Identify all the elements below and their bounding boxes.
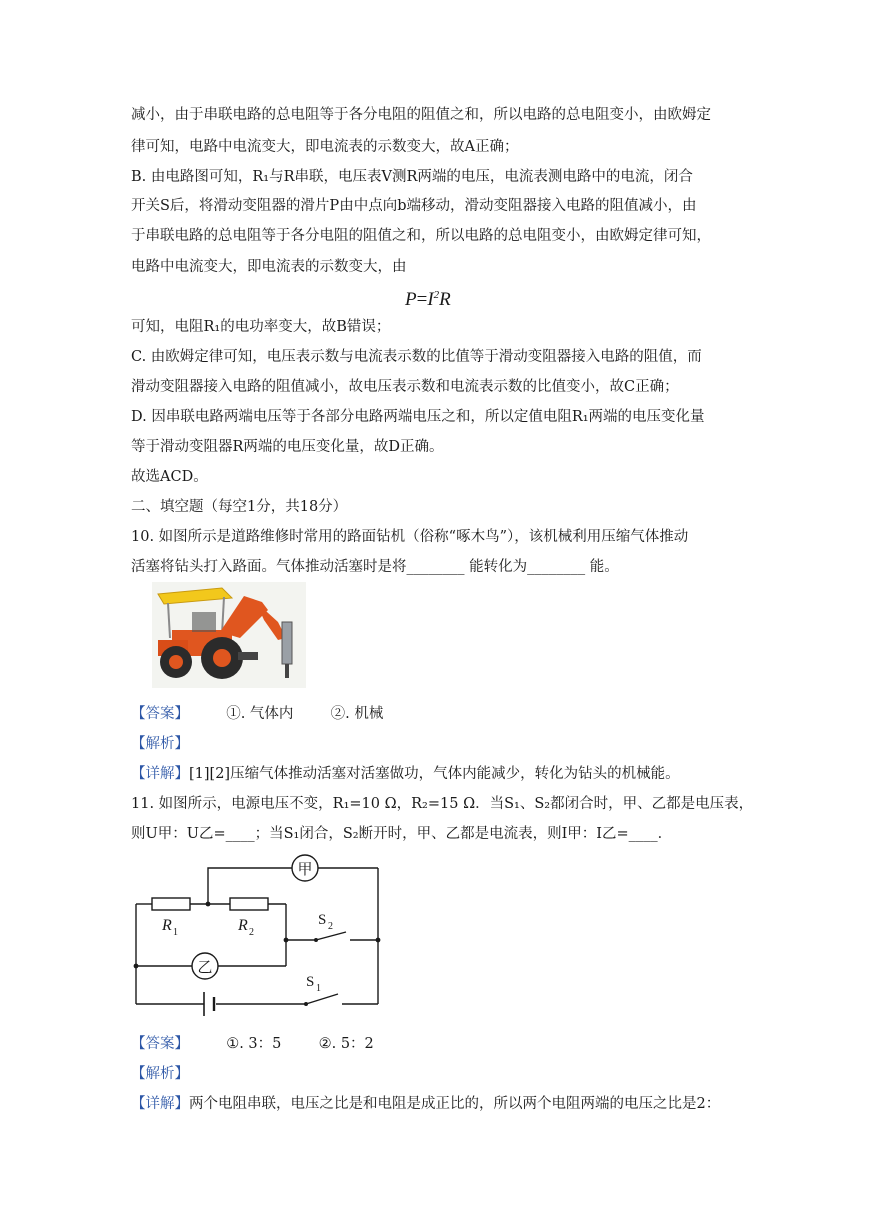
q11-answer-line — [131, 1034, 374, 1054]
text-line: C. 由欧姆定律可知，电压表示数与电流表示数的比值等于滑动变阻器接入电路的阻值，而 — [131, 349, 702, 365]
formula-r: R — [439, 289, 451, 310]
question-10-text: 10. 如图所示是道路维修时常用的路面钻机（俗称“啄木鸟”），该机械利用压缩气体推动 — [131, 529, 689, 545]
power-formula — [405, 283, 451, 312]
text-line: 故选ACD。 — [131, 469, 208, 485]
text-line: 律可知，电路中电流变大，即电流表的示数变大，故A正确； — [131, 139, 519, 155]
text-line: 减小，由于串联电路的总电阻等于各分电阻的阻值之和，所以电路的总电阻变小，由欧姆定 — [131, 107, 711, 123]
q10-answer-line — [131, 704, 383, 724]
detail-text: [1][2]压缩气体推动活塞对活塞做功，气体内能减少，转化为钻头的机械能。 — [189, 766, 680, 782]
text-line: 开关S后，将滑动变阻器的滑片P由中点向b端移动，滑动变阻器接入电路的阻值减小，由 — [131, 198, 697, 214]
text-line: D. 因串联电路两端电压等于各部分电路两端电压之和，所以定值电阻R₁两端的电压变化量 — [131, 409, 705, 425]
meter-jia-label: 甲 — [297, 862, 313, 878]
circuit-diagram — [126, 852, 388, 1024]
formula-p: P — [405, 289, 417, 310]
analysis-tag: 【解析】 — [131, 1066, 189, 1082]
text-line: B. 由电路图可知，R₁与R串联，电压表V测R两端的电压，电流表测电路中的电流，闭合 — [131, 169, 693, 185]
meter-yi-label: 乙 — [197, 960, 213, 976]
question-11-text: 则U甲：U乙=____；当S₁闭合，S₂断开时，甲、乙都是电流表，则I甲：I乙=____． — [131, 826, 673, 842]
question-11-text: 11. 如图所示，电源电压不变，R₁=10 Ω，R₂=15 Ω．当S₁、S₂都闭合时，甲、乙都是电压表， — [131, 796, 754, 812]
s2-label: S — [318, 912, 327, 928]
r2-label: R — [238, 917, 248, 934]
s1-label: S — [306, 974, 315, 990]
answer-blank-1: ①. 3：5 — [226, 1036, 282, 1052]
question-10-text: 活塞将钻头打入路面。气体推动活塞时是将________ 能转化为________ 能。 — [131, 559, 619, 575]
text-line: 等于滑动变阻器R两端的电压变化量，故D正确。 — [131, 439, 444, 455]
detail-tag: 【详解】 — [131, 1096, 189, 1112]
detail-tag: 【详解】 — [131, 766, 189, 782]
text-line: 电路中电流变大，即电流表的示数变大，由 — [131, 259, 407, 275]
section-heading: 二、填空题（每空1分，共18分） — [131, 499, 348, 515]
answer-tag: 【答案】 — [131, 706, 189, 722]
detail-text: 两个电阻串联，电压之比是和电阻是成正比的，所以两个电阻两端的电压之比是2： — [189, 1096, 721, 1112]
text-line: 于串联电路的总电阻等于各分电阻的阻值之和，所以电路的总电阻变小，由欧姆定律可知， — [131, 228, 711, 244]
r1-subscript: 1 — [173, 927, 178, 938]
analysis-tag: 【解析】 — [131, 736, 189, 752]
s2-subscript: 2 — [328, 921, 333, 932]
q11-detail-line — [131, 1094, 720, 1114]
answer-blank-1: ①. 气体内 — [226, 706, 294, 722]
formula-equals: = — [416, 289, 428, 310]
answer-blank-2: ②. 5：2 — [318, 1036, 374, 1052]
text-line: 滑动变阻器接入电路的阻值减小，故电压表示数和电流表示数的比值变小，故C正确； — [131, 379, 679, 395]
road-drill-machine-image — [152, 582, 306, 688]
r1-label: R — [162, 917, 172, 934]
answer-blank-2: ②. 机械 — [330, 706, 384, 722]
s1-subscript: 1 — [316, 983, 321, 994]
text-line: 可知，电阻R₁的电功率变大，故B错误； — [131, 319, 391, 335]
formula-exponent: 2 — [433, 289, 440, 301]
answer-tag: 【答案】 — [131, 1036, 189, 1052]
q10-detail-line — [131, 764, 680, 784]
r2-subscript: 2 — [249, 927, 254, 938]
formula-i: I — [427, 289, 434, 310]
